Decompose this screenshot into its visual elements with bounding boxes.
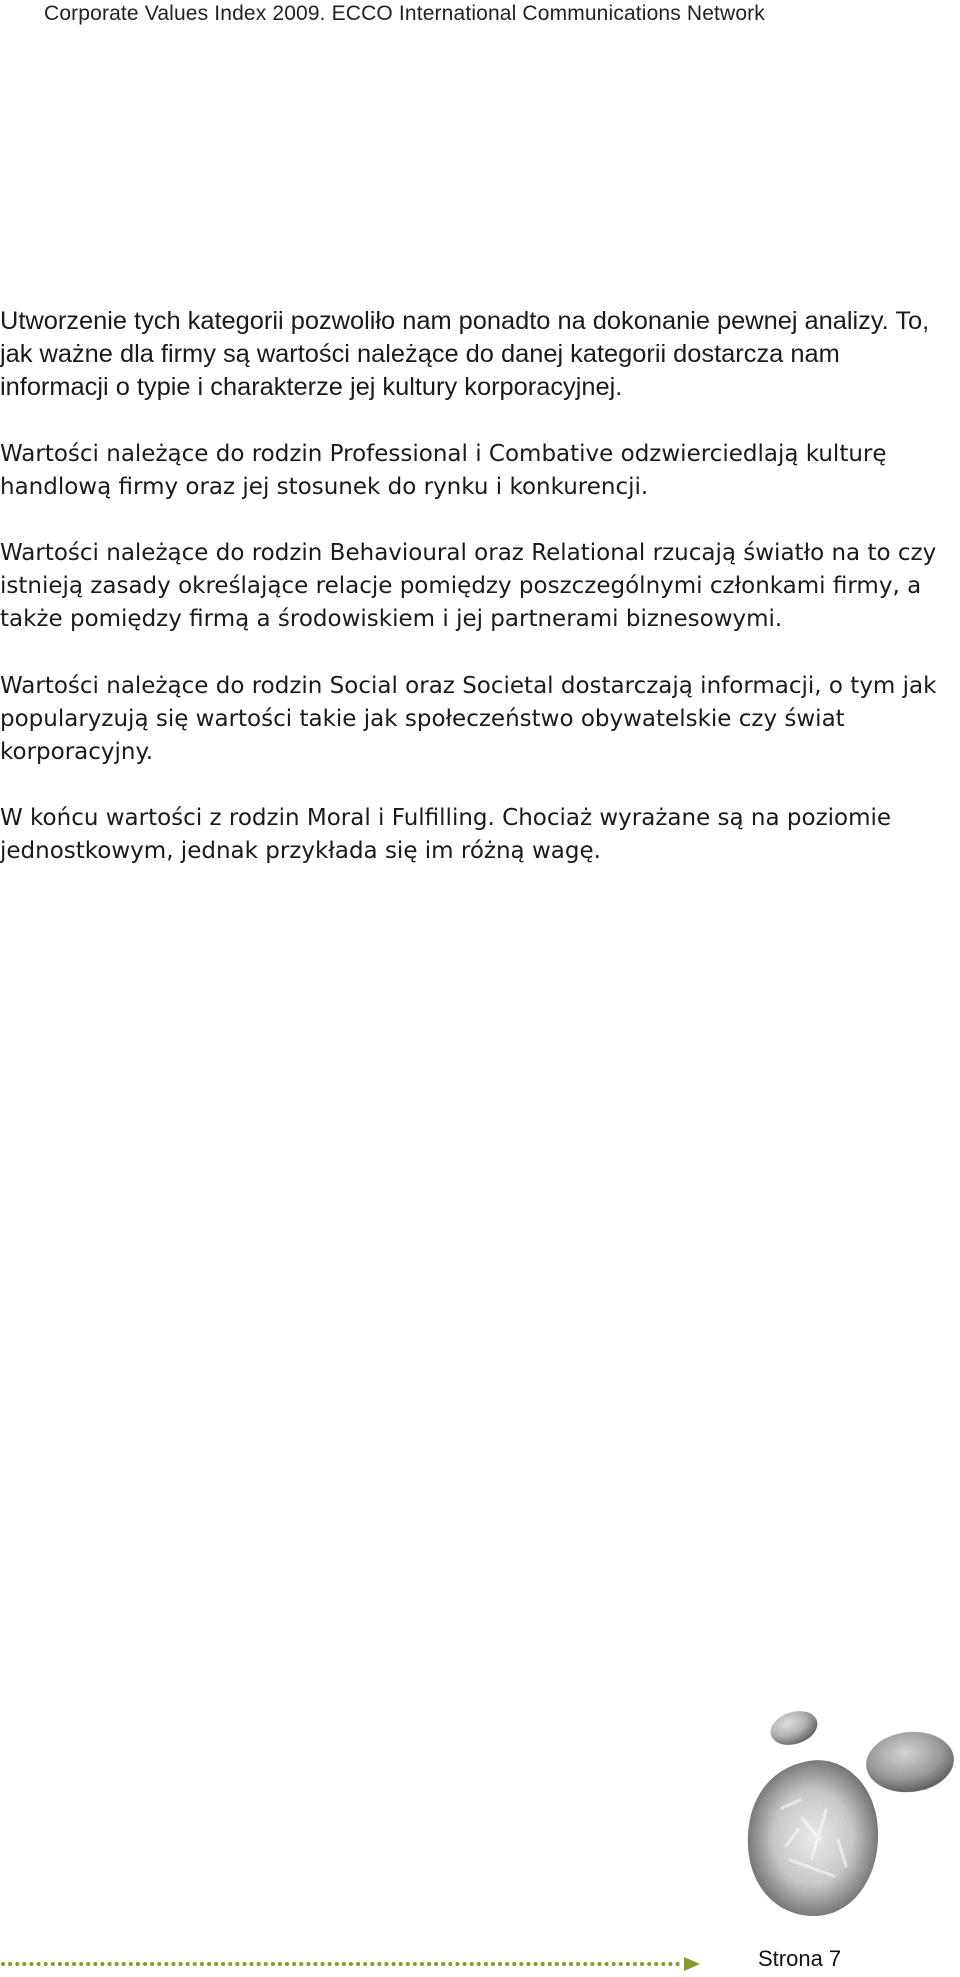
stones-illustration (742, 1690, 960, 1920)
page-header: Corporate Values Index 2009. ECCO International Communications Network (44, 2, 765, 25)
stone-right (863, 1728, 957, 1797)
stone-small (766, 1705, 822, 1750)
footer-dotted-line (0, 1956, 702, 1972)
body-text (0, 305, 940, 902)
paragraph-3: Wartości należące do rodzin Behavioural oraz Relational rzucają światło na to czy istnieją zasady określające relacje pomiędzy poszczególnymi członkami firmy, a także pomiędzy firmą a środowiskiem i jej partnerami biznesowymi. (0, 540, 937, 633)
stone-large (748, 1760, 878, 1916)
paragraph-2: Wartości należące do rodzin Professional i Combative odzwierciedlają kulturę handlową firmy oraz jej stosunek do rynku i konkurencji. (0, 440, 887, 500)
paragraph-1: Utworzenie tych kategorii pozwoliło nam ponadto na dokonanie pewnej analizy. To, jak ważne dla firmy są wartości należące do danej kategorii dostarcza nam informacji o typie i charakterze jej kultury korporacyjnej. (0, 307, 930, 402)
footer-arrow-icon (684, 1957, 700, 1971)
paragraph-5: W końcu wartości z rodzin Moral i Fulfilling. Chociaż wyrażane są na poziomie jednostkowym, jednak przykłada się im różną wagę. (0, 805, 892, 865)
page-number: Strona 7 (758, 1946, 842, 1971)
paragraph-4: Wartości należące do rodzin Social oraz Societal dostarczają informacji, o tym jak popularyzują się wartości takie jak społeczeństwo obywatelskie czy świat korporacyjny. (0, 672, 937, 766)
